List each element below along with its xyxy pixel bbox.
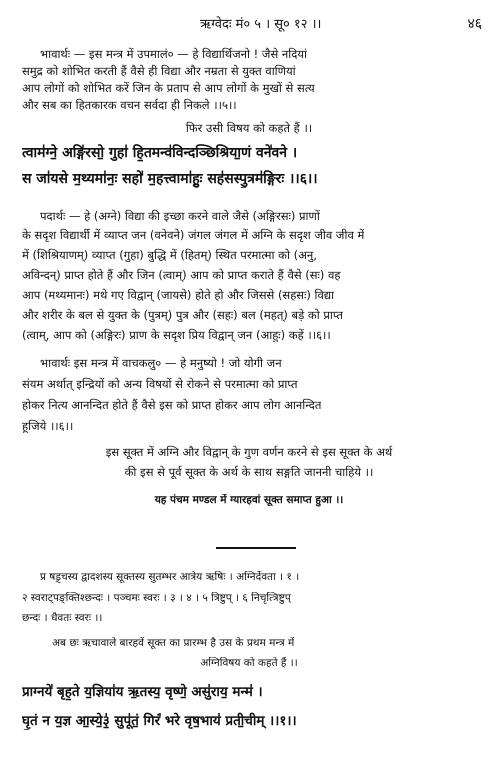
padartha-line: (त्वाम्, आप को (अङ्गिरः) प्राण के सदृश प्रिय विद्वान् जन (आहुः) कहें ।।६।।: [22, 328, 331, 342]
bhavartha1-line: समुद्र को शोभित करती हैं वैसे ही विद्या और नम्रता से युक्त वाणियां: [22, 64, 296, 78]
padartha-line: अविन्दन्) प्राप्त होते हैं और जिन (त्वाम्) आप को प्राप्त कराते हैं वैसे (सः) वह: [22, 268, 341, 282]
padartha-line: आप (मथ्यमानः) मथे गए विद्वान् (जायसे) होते हो और जिससे (सहसः) विद्या: [22, 288, 335, 302]
sukta-header-line: छन्दः । धैवतः स्वरः ।।: [22, 612, 103, 624]
padartha-line: पदार्थः — हे (अग्ने) विद्या की इच्छा करने वाले जैसे (अङ्गिरसः) प्राणों: [40, 209, 320, 223]
bhavartha2-line: भावार्थः इस मन्त्र में वाचकलु० — हे मनुष्यो ! जो योगी जन: [40, 356, 282, 370]
padartha-line: के सदृश विद्यार्थी में व्याप्त जन (वनेवने) जंगल जंगल में अग्नि के सदृश जीव जीव में: [22, 228, 365, 242]
bhavartha1-line: आप लोगों को शोभित करें जिन के प्रताप से आप लोगों के मुखों से सत्य: [22, 81, 315, 95]
conclusion-line: इस सूक्त में अग्नि और विद्वान् के गुण वर्णन करने से इस सूक्त के अर्थ: [105, 445, 393, 459]
section-divider: [216, 547, 296, 549]
page-header: [0, 14, 498, 34]
mantra1-line: स जा॑यसे म॒थ्यमा॑नः॒ सहो॑ म॒हत्त्वामा॑हुः॒ सह॑सस्पु॒त्रम॑ङ्गिरः ।।६।।: [22, 171, 318, 187]
sukta-header-line: २ स्वराट्पङ्क्तिश्छन्दः । पञ्चमः स्वरः । ३ । ४ । ५ त्रिष्टुप् । ६ निचृत्त्रिष्टुप्: [22, 592, 291, 604]
conclusion-line: की इस से पूर्व सूक्त के अर्थ के साथ सङ्गति जाननी चाहिये ।।: [124, 465, 374, 479]
bhavartha1-line: और सब का हितकारक वचन सर्वदा ही निकले ।।५।।: [22, 98, 237, 112]
page-number: ४६: [467, 16, 482, 32]
sukta-header-line: प्र षड़ृचस्य द्वादशस्य सूक्तस्य सुतम्भर आत्रेय ऋषिः । अग्निर्देवता । १ ।: [40, 571, 300, 583]
bhavartha2-line: होकर नित्य आनन्दित होते हैं वैसे इस को प्राप्त होकर आप लोग आनन्दित: [22, 398, 322, 412]
padartha-line: में (शिश्रियाणम्) व्याप्त (गुहा) बुद्धि में (हितम्) स्थित परमात्मा को (अनु,: [22, 248, 317, 262]
mantra2-line: घृ॒तं न य॒ज्ञ आ॒स्ये॒३॒॑ सुपू॑तं॒ गिरं॑ भरे वृष॒भाय॑ प्रती॒चीम् ।।१।।: [22, 713, 297, 729]
mantra2-line: प्राग्नये॑ बृह॒ते य॒ज्ञिया॑य ऋ॒तस्य॒ वृष्णे॒ असु॑राय॒ मन्म॑ ।: [22, 684, 263, 700]
bhavartha1-line: भावार्थः — इस मन्त्र में उपमालं० — हे विद्यार्थिजनो ! जैसे नदियां: [40, 47, 307, 61]
subject-intro-2: अग्निविषय को कहते हैं ।।: [200, 657, 298, 669]
subject-intro-2: अब छः ऋचावाले बारहवें सूक्त का प्रारम्भ है उस के प्रथम मन्त्र में: [52, 637, 295, 649]
mantra1-line: त्वाम॑ग्ने॒ अङ्गि॑रसो॒ गुहा॑ हि॒तमन्व॑विन्दञ्छिश्रिया॒णं वने॑वने ।: [22, 145, 298, 161]
subject-intro: फिर उसी विषय को कहते हैं ।।: [185, 121, 313, 135]
bhavartha2-line: संयम अर्थात् इन्द्रियों को अन्य विषयों से रोकने से परमात्मा को प्राप्त: [22, 377, 298, 391]
bhavartha2-line: हूजिये ।।६।।: [22, 419, 74, 433]
sukta-completion-note: यह पंचम मण्डल में ग्यारहवां सूक्त समाप्त हुआ ।।: [154, 494, 344, 506]
running-title: ऋग्वेदः मं० ५ । सू० १२ ।।: [200, 17, 322, 32]
padartha-line: और शरीर के बल से युक्त के (पुत्रम्) पुत्र और (सहः) बल (महत्) बड़े को प्राप्त: [22, 308, 343, 322]
